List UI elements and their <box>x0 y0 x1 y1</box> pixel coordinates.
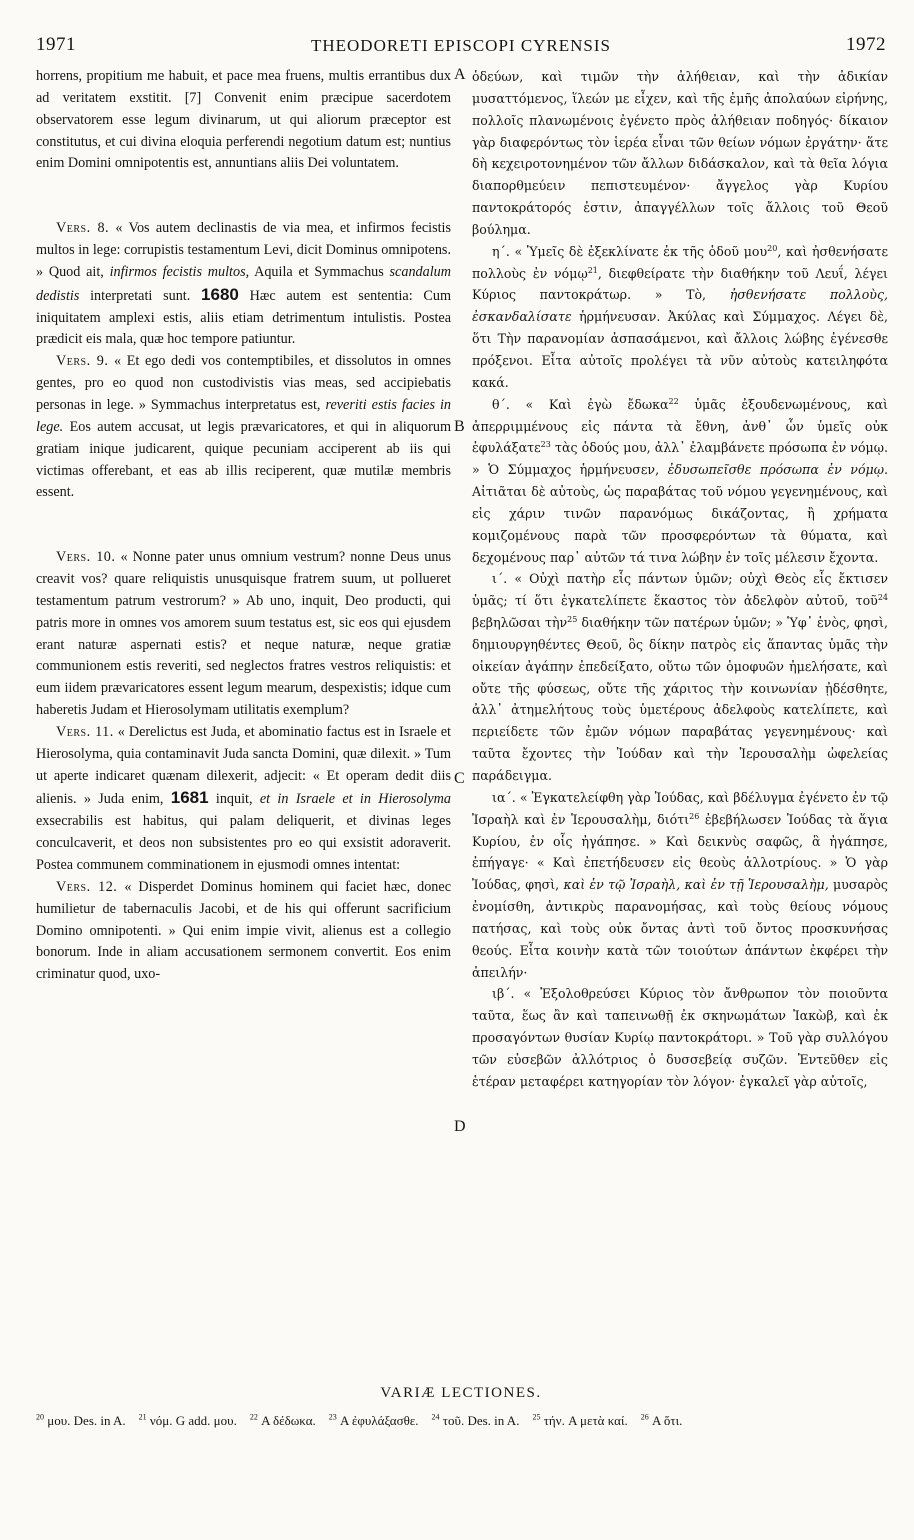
verse-label: Vers. 12. <box>56 878 118 895</box>
italic-quote: ἠσθενήσατε πολλοὺς, ἐσκανδαλίσατε <box>472 287 889 325</box>
note-number: 20 <box>36 1412 44 1422</box>
italic-quote: ἐδυσωπεῖσθε πρόσωπα ἐν νόμῳ. <box>667 462 888 478</box>
verse-label: Vers. 10. <box>56 549 116 566</box>
verse-text: τὰς ὁδούς μου, ἀλλ᾽ ἐλαμβάνετε πρόσωπα ἐν νόμῳ. » Ὁ Σύμμαχος ἡρμήνευσεν, <box>472 440 888 478</box>
italic-quote: scandalum dedistis <box>36 263 452 304</box>
variant-note <box>532 1413 627 1428</box>
verse-text: η΄. « Ὑμεῖς δὲ ἐξεκλίνατε ἐκ τῆς ὁδοῦ μου <box>492 243 768 259</box>
verse-text: ι΄. « Οὐχὶ πατὴρ εἷς πάντων ὑμῶν; οὐχὶ Θεὸς εἷς ἔκτισεν ὑμᾶς; τί ὅτι ἐγκατελίπετε ἕκαστος τὸν ἀδελφὸν αὐτοῦ, τοῦ <box>472 571 888 609</box>
greek-verse-9 <box>472 394 888 569</box>
italic-quote: et in Israele et in Hierosolyma <box>259 791 452 808</box>
verse-text: ἐβεβήλωσεν Ἰούδας τὰ ἅγια Κυρίου, ἐν οἷς ἠγάπησε. » Καὶ δεικνὺς σαφῶς, ἃ ἠγάπησε, ἐπήγαγε· « Καὶ ἐπετήδευσεν εἰς θεοὺς ἀλλοτρίους. » Ὁ γὰρ Ἰούδας, φησὶ, <box>472 811 888 893</box>
footnote-ref: 20 <box>767 243 778 253</box>
greek-verse-10 <box>472 568 888 786</box>
note-text: A ἐφυλάξασθε. <box>340 1413 419 1428</box>
verse-text: , καὶ ἠσθενήσατε πολλοὺς ἐν νόμῳ <box>472 243 888 281</box>
verse-text: ἡρμήνευσαν. Ἀκύλας καὶ Σύμμαχος. Λέγει δὲ, ὅτι Τὴν παρανομίαν ἀσπασάμενοι, καὶ ἄλλοις λώβης ἐγένεσθε πρόξενοι. Εἶτα αὐτοῖς προλέγει τὰ νῦν αὐτοὺς κατειληφότα κακά. <box>472 309 888 390</box>
note-text: τήν. A μετὰ καί. <box>543 1413 628 1428</box>
variant-note <box>36 1413 126 1428</box>
footnote-ref: 26 <box>689 811 700 821</box>
verse-text: ὑμᾶς ἐξουδενωμένους, καὶ ἀπερριμμένους εἰς πάντα τὰ ἔθνη, ἀνθ᾽ ὧν ὑμεῖς οὐκ ἐφυλάξατε <box>472 396 888 456</box>
note-text: A δέδωκα. <box>261 1413 316 1428</box>
variae-lectiones-title: VARIÆ LECTIONES. <box>380 1385 542 1401</box>
verse-text: « Et ego dedi vos contemptibiles, et dissolutos in omnes gentes, pro eo quod non custodivistis vias meas, sed accipiebatis personas in lege. » Symmachus interpretatus est, <box>36 353 452 413</box>
page-header <box>36 34 886 60</box>
note-text: A ὅτι. <box>651 1413 683 1428</box>
verse-text: , διεφθείρατε τὴν διαθήκην τοῦ Λευΐ, λέγει Κύριος παντοκράτωρ. » Τὸ, <box>472 265 888 303</box>
greek-verse-11 <box>472 787 888 984</box>
note-number: 25 <box>532 1412 541 1422</box>
note-number: 23 <box>328 1412 337 1422</box>
variant-note <box>432 1413 520 1428</box>
greek-paragraph: ὁδεύων, καὶ τιμῶν τὴν ἀλήθειαν, καὶ τὴν ἀδικίαν μυσαττόμενος, ἵλεών με εἶχεν, καὶ τῆς ἐμῆς ἀπολαύων εἰρήνης, πολλοῖς πλανωμένοις ἐγένετο πρὸς ἀλήθειαν ποδηγός· δίκαιον γὰρ διαφερόντως τὸν ἱερέα εἶναι τῶν θείων νόμων ἐργάτην· ἅτε δὴ κεχειροτονημένον τῶν ἄλλων διδάσκαλον, καὶ τὰ θεῖα λόγια διαπορθμεύειν πεπιστευμένον· ἄγγελος γὰρ Κυρίου παντοκράτορός ἐστιν, ἀπαγγέλλων τοῖς ἄλλοις τοῦ Θεοῦ βούλημα. <box>472 69 888 237</box>
section-marker-d: D <box>454 1118 466 1135</box>
verse-text: « Nonne pater unus omnium vestrum? nonne Deus unus creavit vos? quare reliquistis unusquisque fratrem suum, ut pollueret testamentum patrum vestrorum? » Ab uno, inquit, Deo producti, qui patris more in omnes vos amorem suum testatus est, sic eos qui ejusdem erant naturæ aspernati estis? et neque naturæ, neque gratiæ communionem estis reveriti, sed neglectos fratres vestros reliquistis: et eum iidem prævaricatores essent legum mearum, despexistis; idque cum haberetis Judam et Hierosolymam utilitatis exemplum? <box>36 549 451 719</box>
section-marker-a: A <box>454 66 466 83</box>
footnote-ref: 23 <box>540 440 551 450</box>
verse-text: βεβηλῶσαι τὴν <box>472 615 568 631</box>
latin-verse-12 <box>36 877 451 986</box>
variant-note <box>139 1413 237 1428</box>
verse-label: Vers. 8. <box>56 220 110 237</box>
verse-text: inquit, <box>215 791 253 808</box>
verse-text: θ΄. « Καὶ ἐγὼ ἔδωκα <box>492 396 669 412</box>
italic-quote: καὶ ἐν τῷ Ἰσραὴλ, καὶ ἐν τῇ Ἱερουσαλὴμ, <box>563 877 829 893</box>
column-number: 1680 <box>201 284 239 304</box>
verse-text: Αἰτιᾶται δὲ αὐτοὺς, ὡς παραβάτας τοῦ νόμου γεγενημένους, καὶ εἰς χάριν τινῶν παρανόμως δικάζοντας, ἢ χρήματα κομιζομένους παρὰ τῶν προσφερόντων τὰ θύματα, καὶ δεχομένους παρ᾽ αὐτῶν τά τινα λώβην ἐν τοῖς μέλεσιν ἔχοντα. <box>472 484 888 565</box>
greek-verse-8 <box>472 241 888 394</box>
note-text: μου. Des. in A. <box>47 1413 126 1428</box>
note-text: τοῦ. Des. in A. <box>442 1413 520 1428</box>
note-number: 22 <box>249 1412 258 1422</box>
note-number: 24 <box>431 1412 440 1422</box>
note-number: 26 <box>640 1412 649 1422</box>
verse-text: « Vos autem declinastis de via mea, et infirmos fecistis multos in lege: corrupistis testamentum Levi, dicit Dominus omnipotens. » Quod ait, <box>36 220 452 280</box>
greek-verse-12 <box>472 983 888 1092</box>
note-text: νόμ. G add. μου. <box>149 1413 237 1428</box>
footnote-ref: 25 <box>567 614 578 624</box>
variant-note <box>250 1413 316 1428</box>
italic-quote: reveriti estis facies in lege. <box>36 396 451 435</box>
section-marker-c: C <box>454 770 465 787</box>
variant-note <box>329 1413 419 1428</box>
variae-lectiones-notes <box>36 1412 886 1430</box>
page-number-left: 1971 <box>36 34 76 55</box>
verse-text: Eos autem accusat, ut legis prævaricatores, et qui in aliquorum gratiam inique judicarent, quique pecuniam acciperent ab iis qui victimas offerebant, et eas ab illis reciperent, quæ mutilæ membris essent. <box>36 418 451 501</box>
note-number: 21 <box>138 1412 147 1422</box>
footnote-ref: 22 <box>668 396 679 406</box>
verse-text: μυσαρὸς ἐνομίσθη, ἀντικρὺς παρανομήσας, καὶ τοὺς θείους νόμους πατήσας, καὶ τοὺς οὐκ ὄντας ἀντὶ τοῦ ὄντος προσκυνήσας θεούς. Εἶτα κοινὴν κατὰ τῶν τοιούτων ἁπάντων ἐκφέρει τὴν ἀπειλήν· <box>472 877 888 980</box>
greek-column <box>472 66 888 1093</box>
verse-text: « Derelictus est Juda, et abominatio factus est in Israele et Hierosolyma, quia contaminavit Juda sancta Domini, quæ dilexit. » Tum ut aperte indicaret quænam dilexerit, adjecit: « Et operam dedit diis alienis. » Juda enim, <box>36 723 452 808</box>
latin-verse-9 <box>36 351 451 504</box>
verse-label: Vers. 9. <box>56 353 109 370</box>
verse-text: ιβ΄. « Ἐξολοθρεύσει Κύριος τὸν ἄνθρωπον τὸν ποιοῦντα ταῦτα, ἕως ἂν καὶ ταπεινωθῇ ἐκ σκηνωμάτων Ἰακὼβ, καὶ ἐκ προσαγόντων θυσίαν Κυρίῳ παντοκράτορι. » Τοῦ γὰρ συλλόγου τῶν εὐσεβῶν ἀλλότριος ὁ δυσσεβείᾳ συζῶν. Ἐντεῦθεν εἰς ἑτέραν μεταφέρει κατηγορίαν τὸν λόγον· ἐγκαλεῖ γὰρ αὐτοῖς, <box>472 986 888 1089</box>
verse-text: Hæc autem est sententia: Cum iniquitatem amplexi estis, aliis etiam detrimentum intulistis. Postea prædicit eis mala, quæ hoc tempore patiuntur. <box>36 287 452 348</box>
verse-text: διαθήκην τῶν πατέρων ὑμῶν; » Ὑφ᾽ ἑνὸς, φησὶ, δημιουργηθέντες Θεοῦ, ὃς δίκην πατρὸς εἰς ἅπαντας ὑμᾶς τὴν οἰκείαν ἀγάπην ἐπεδείξατο, οὕτω τῶν ὁμοφυῶν ἠμελήσατε, καὶ οὔτε τῆς φύσεως, οὔτε τῆς χάριτος τὴν κοινωνίαν ᾐδέσθητε, ἀλλ᾽ ἀτημελήτους τοὺς ὑμετέρους ἀδελφοὺς κατελίπετε, καὶ περιείδετε τῶν ἐμῶν νόμων παραβάτας γεγενημένους· καὶ ταῦτα ἔχοντες τὴν Ἰούδαν καὶ τὴν Ἱερουσαλὴμ ὠφελείας παράδειγμα. <box>472 615 888 783</box>
latin-column <box>36 66 451 986</box>
latin-verse-8 <box>36 218 451 351</box>
section-marker-b: B <box>454 418 465 435</box>
verse-text: exsecrabilis est habitus, qui palam deliquerit, et divinas leges conculcaverit, et deos non subsistentes pro eo qui exsistit adoraverit. Postea communem comminationem in ejusmodi omnes intentat: <box>36 813 451 873</box>
column-number: 1681 <box>170 788 209 808</box>
running-title: THEODORETI EPISCOPI CYRENSIS <box>310 36 612 55</box>
verse-label: Vers. 11. <box>56 723 114 740</box>
footnote-ref: 24 <box>877 593 888 603</box>
page-number-right: 1972 <box>846 34 886 55</box>
latin-verse-10 <box>36 547 451 722</box>
latin-verse-11 <box>36 722 451 877</box>
italic-quote: infirmos fecistis multos, <box>109 263 250 280</box>
latin-paragraph: horrens, propitium me habuit, et pace mea fruens, multis errantibus dux ad veritatem exstitit. [7] Convenit enim præcipue sacerdotem observatorem esse legum divinarum, ut qui aliorum præceptor est constitutus, et cui divina eloquia perferendi negotium datum est; nuntius enim Domini omnipotentis est, annuntians aliis Dei voluntatem. <box>36 68 451 172</box>
footnote-ref: 21 <box>587 265 598 275</box>
verse-text: interpretati sunt. <box>90 287 191 304</box>
verse-text: ια΄. « Ἐγκατελείφθη γὰρ Ἰούδας, καὶ βδέλυγμα ἐγένετο ἐν τῷ Ἰσραὴλ καὶ ἐν Ἱερουσαλὴμ, διότι <box>472 789 888 827</box>
verse-text: Aquila et Symmachus <box>254 263 384 280</box>
variant-note <box>641 1413 683 1428</box>
verse-text: « Disperdet Dominus hominem qui faciet hæc, donec humilietur de tabernaculis Jacobi, et de his qui offerunt sacrificium Domino omnipotenti. » Qui enim impie vivit, alienus est a collegio bonorum. Inde in aliam accusationem sermonem convertit. Eos enim criminatur quod, uxo- <box>36 878 451 983</box>
